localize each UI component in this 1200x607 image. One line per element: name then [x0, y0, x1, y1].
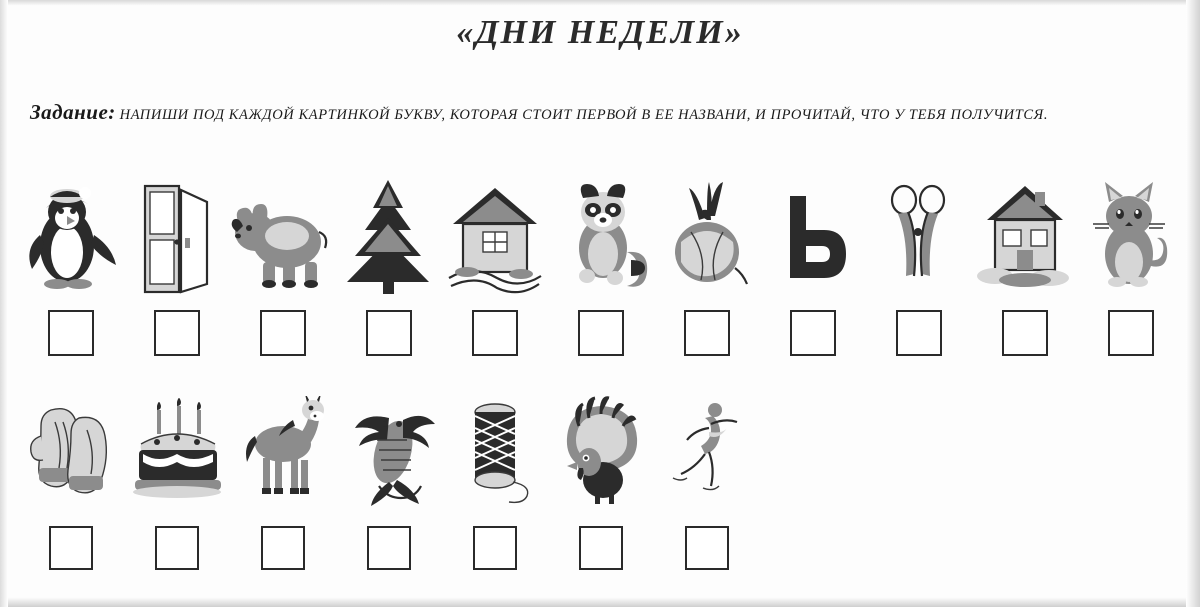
answer-box[interactable] — [260, 310, 306, 356]
onion-bulb-icon — [657, 180, 757, 296]
answer-cell — [442, 310, 548, 358]
answer-cell — [548, 526, 654, 574]
raccoon-icon — [551, 180, 651, 296]
answer-cell — [336, 526, 442, 574]
picture-cell — [442, 386, 548, 506]
picture-cell — [18, 176, 124, 296]
picture-cell — [654, 176, 760, 296]
page-edge-bottom — [0, 597, 1200, 607]
soft-sign-letter-icon — [768, 180, 858, 296]
cat-icon — [1085, 180, 1177, 296]
answer-box[interactable] — [1108, 310, 1154, 356]
answer-cell — [230, 526, 336, 574]
answer-cell — [124, 310, 230, 358]
picture-cell — [654, 386, 760, 506]
picture-strip-2 — [18, 386, 1186, 506]
picture-row-2 — [0, 386, 1200, 506]
thread-spool-icon — [445, 396, 545, 506]
answer-cell — [548, 310, 654, 358]
penguin-icon — [21, 180, 121, 296]
open-door-icon — [127, 180, 227, 296]
answer-box[interactable] — [896, 310, 942, 356]
figure-skater-icon — [659, 396, 755, 506]
answer-cell — [230, 310, 336, 358]
answer-box[interactable] — [366, 310, 412, 356]
answer-box[interactable] — [155, 526, 199, 570]
answer-box[interactable] — [790, 310, 836, 356]
picture-cell — [548, 176, 654, 296]
answer-cell — [18, 526, 124, 574]
picture-cell — [1078, 176, 1184, 296]
task-label: Задание: — [30, 100, 116, 124]
picture-cell — [972, 176, 1078, 296]
picture-cell — [124, 386, 230, 506]
answer-box[interactable] — [261, 526, 305, 570]
picture-row-1 — [0, 176, 1200, 296]
answer-box[interactable] — [473, 526, 517, 570]
picture-cell — [442, 176, 548, 296]
answer-cell — [760, 310, 866, 358]
mittens-icon — [21, 396, 121, 506]
answer-cell — [336, 310, 442, 358]
answer-box[interactable] — [49, 526, 93, 570]
hut-house-icon — [975, 180, 1075, 296]
donkey-icon — [233, 396, 333, 506]
answer-cell — [866, 310, 972, 358]
answer-box-strip-1 — [18, 310, 1186, 358]
turkey-icon — [549, 396, 653, 506]
answer-cell — [654, 310, 760, 358]
answer-box-strip-2 — [18, 526, 1186, 574]
answer-box[interactable] — [684, 310, 730, 356]
picture-cell — [124, 176, 230, 296]
answer-cell — [18, 310, 124, 358]
page-edge-top — [0, 0, 1200, 6]
answer-cell — [1078, 310, 1184, 358]
scissors-icon — [874, 180, 964, 296]
fir-tree-icon — [341, 178, 437, 296]
picture-cell — [760, 176, 866, 296]
task-text: НАПИШИ ПОД КАЖДОЙ КАРТИНКОЙ БУКВУ, КОТОРАЯ СТОИТ ПЕРВОЙ В ЕЕ НАЗВАНИ, И ПРОЧИТАЙ, ЧТО У ТЕБЯ ПОЛУЧИТСЯ. — [119, 107, 1049, 123]
answer-box[interactable] — [154, 310, 200, 356]
picture-cell — [18, 386, 124, 506]
crayfish-icon — [339, 396, 439, 506]
answer-cell — [972, 310, 1078, 358]
house-with-well-icon — [445, 180, 545, 296]
answer-box[interactable] — [48, 310, 94, 356]
answer-box[interactable] — [578, 310, 624, 356]
answer-cell — [654, 526, 760, 574]
picture-cell — [230, 176, 336, 296]
answer-box[interactable] — [472, 310, 518, 356]
picture-cell — [230, 386, 336, 506]
page-title: «ДНИ НЕДЕЛИ» — [456, 14, 744, 51]
birthday-cake-icon — [127, 396, 227, 506]
answer-cell — [124, 526, 230, 574]
picture-cell — [866, 176, 972, 296]
answer-box[interactable] — [579, 526, 623, 570]
rhinoceros-icon — [231, 180, 335, 296]
page-edge-right — [1186, 0, 1200, 607]
page-edge-left — [0, 0, 8, 607]
answer-box[interactable] — [685, 526, 729, 570]
picture-strip-1 — [18, 176, 1186, 296]
task-instruction — [30, 96, 1170, 129]
picture-cell — [336, 386, 442, 506]
picture-cell — [336, 176, 442, 296]
picture-cell — [548, 386, 654, 506]
answer-cell — [442, 526, 548, 574]
answer-box[interactable] — [367, 526, 411, 570]
answer-box[interactable] — [1002, 310, 1048, 356]
